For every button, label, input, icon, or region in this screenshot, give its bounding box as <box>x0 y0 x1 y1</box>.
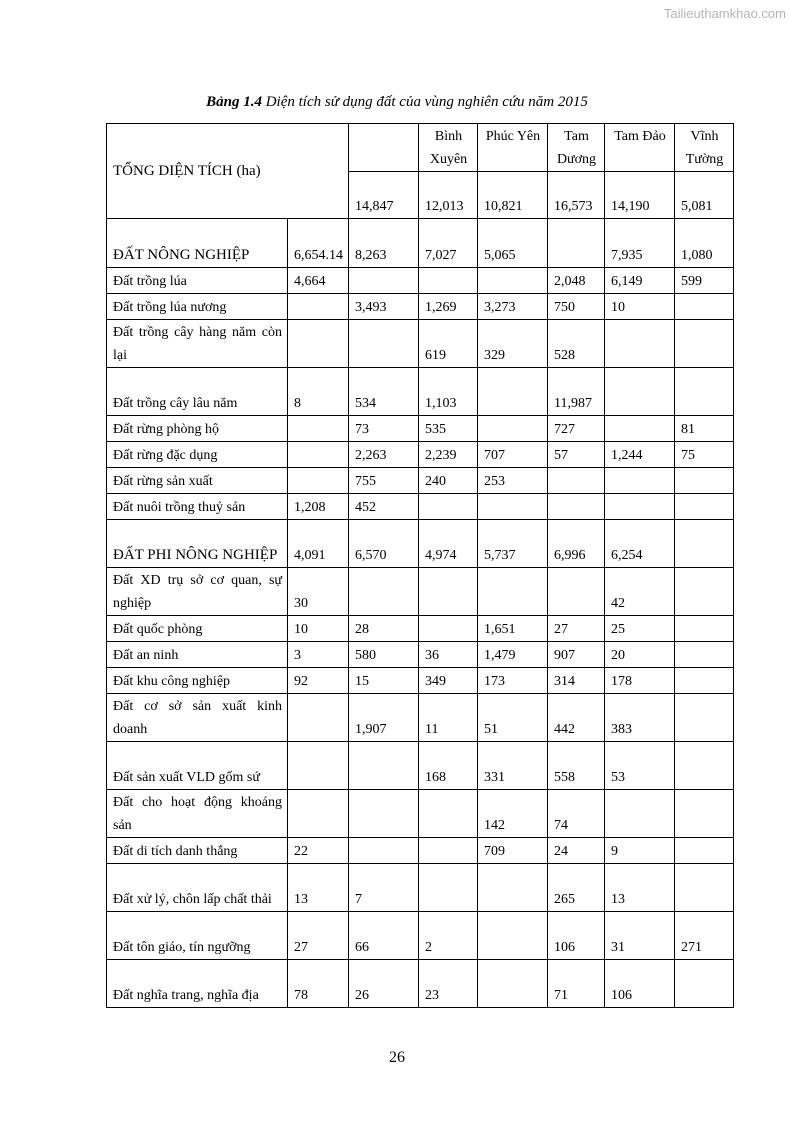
value-cell <box>675 468 734 494</box>
value-cell: 36 <box>419 642 478 668</box>
value-cell: 7 <box>349 864 419 912</box>
table-row <box>107 616 734 642</box>
row-label: Đất an ninh <box>107 642 288 668</box>
table-row <box>107 520 734 568</box>
value-cell: 8,263 <box>349 219 419 268</box>
table-caption <box>0 94 794 111</box>
value-cell: 6,570 <box>349 520 419 568</box>
value-cell <box>419 864 478 912</box>
value-cell: 25 <box>605 616 675 642</box>
value-cell <box>675 864 734 912</box>
table-row <box>107 568 734 616</box>
value-cell: 75 <box>675 442 734 468</box>
value-cell <box>605 494 675 520</box>
value-cell: 106 <box>605 960 675 1008</box>
value-cell <box>675 494 734 520</box>
value-cell <box>419 790 478 838</box>
value-cell <box>478 416 548 442</box>
table-row <box>107 494 734 520</box>
value-cell <box>675 960 734 1008</box>
value-cell <box>478 912 548 960</box>
value-cell: 142 <box>478 790 548 838</box>
table-row <box>107 468 734 494</box>
value-cell: 173 <box>478 668 548 694</box>
value-cell <box>349 320 419 368</box>
value-cell: 2,239 <box>419 442 478 468</box>
value-cell: 78 <box>288 960 349 1008</box>
table-row <box>107 864 734 912</box>
value-cell: 106 <box>548 912 605 960</box>
table-row <box>107 368 734 416</box>
value-cell: 9 <box>605 838 675 864</box>
header-district: Phúc Yên <box>478 124 548 172</box>
value-cell: 15 <box>349 668 419 694</box>
value-cell: 6,149 <box>605 268 675 294</box>
value-cell: 2,048 <box>548 268 605 294</box>
value-cell: 2,263 <box>349 442 419 468</box>
value-cell: 7,027 <box>419 219 478 268</box>
value-cell: 4,974 <box>419 520 478 568</box>
value-cell: 5,737 <box>478 520 548 568</box>
value-cell <box>288 742 349 790</box>
value-cell: 5,065 <box>478 219 548 268</box>
value-cell <box>419 494 478 520</box>
value-cell <box>675 568 734 616</box>
table-row <box>107 742 734 790</box>
row-label: Đất rừng đặc dụng <box>107 442 288 468</box>
table-row <box>107 219 734 268</box>
value-cell <box>478 494 548 520</box>
value-cell: 92 <box>288 668 349 694</box>
row-label: Đất nuôi trồng thuỷ sản <box>107 494 288 520</box>
table-row <box>107 294 734 320</box>
row-label: Đất tôn giáo, tín ngưỡng <box>107 912 288 960</box>
value-cell: 2 <box>419 912 478 960</box>
value-cell <box>675 668 734 694</box>
value-cell: 314 <box>548 668 605 694</box>
table-row <box>107 442 734 468</box>
value-cell: 1,080 <box>675 219 734 268</box>
row-label: ĐẤT PHI NÔNG NGHIỆP <box>107 520 288 568</box>
value-cell: 1,907 <box>349 694 419 742</box>
value-cell: 26 <box>349 960 419 1008</box>
row-label: Đất cơ sở sản xuất kinh doanh <box>107 694 288 742</box>
value-cell: 6,996 <box>548 520 605 568</box>
value-cell <box>675 520 734 568</box>
value-cell: 528 <box>548 320 605 368</box>
value-cell <box>675 790 734 838</box>
value-cell: 8 <box>288 368 349 416</box>
value-cell <box>478 864 548 912</box>
header-district: Vĩnh Tường <box>675 124 734 172</box>
value-cell: 580 <box>349 642 419 668</box>
row-label: Đất di tích danh thắng <box>107 838 288 864</box>
value-cell: 750 <box>548 294 605 320</box>
value-cell: 6,654.14 <box>288 219 349 268</box>
caption-label: Bảng 1.4 <box>206 94 262 110</box>
value-cell: 168 <box>419 742 478 790</box>
value-cell <box>288 694 349 742</box>
value-cell: 57 <box>548 442 605 468</box>
value-cell: 442 <box>548 694 605 742</box>
value-cell: 66 <box>349 912 419 960</box>
value-cell: 755 <box>349 468 419 494</box>
value-cell <box>548 219 605 268</box>
row-label: Đất rừng sản xuất <box>107 468 288 494</box>
value-cell <box>419 268 478 294</box>
value-cell: 619 <box>419 320 478 368</box>
value-cell <box>288 294 349 320</box>
value-cell: 51 <box>478 694 548 742</box>
value-cell: 20 <box>605 642 675 668</box>
value-cell <box>288 416 349 442</box>
value-cell: 178 <box>605 668 675 694</box>
value-cell <box>675 320 734 368</box>
table-row <box>107 668 734 694</box>
row-label: Đất rừng phòng hộ <box>107 416 288 442</box>
value-cell: 1,269 <box>419 294 478 320</box>
value-cell <box>288 468 349 494</box>
value-cell <box>349 838 419 864</box>
value-cell: 1,479 <box>478 642 548 668</box>
value-cell: 240 <box>419 468 478 494</box>
value-cell <box>605 468 675 494</box>
value-cell <box>478 368 548 416</box>
value-cell <box>349 742 419 790</box>
value-cell <box>288 790 349 838</box>
value-cell <box>288 442 349 468</box>
value-cell: 71 <box>548 960 605 1008</box>
value-cell: 27 <box>548 616 605 642</box>
value-cell <box>548 494 605 520</box>
value-cell <box>675 368 734 416</box>
value-cell: 7,935 <box>605 219 675 268</box>
row-label: Đất trồng cây hàng năm còn lại <box>107 320 288 368</box>
value-cell <box>605 368 675 416</box>
header-district: Bình Xuyên <box>419 124 478 172</box>
caption-text: Diện tích sử dụng đất của vùng nghiên cứu năm 2015 <box>261 94 588 110</box>
row-label: Đất khu công nghiệp <box>107 668 288 694</box>
total-cell: 12,013 <box>419 172 478 219</box>
value-cell: 13 <box>605 864 675 912</box>
value-cell: 6,254 <box>605 520 675 568</box>
value-cell: 73 <box>349 416 419 442</box>
value-cell: 13 <box>288 864 349 912</box>
value-cell: 31 <box>605 912 675 960</box>
value-cell <box>419 838 478 864</box>
value-cell: 452 <box>349 494 419 520</box>
header-district: Tam Dương <box>548 124 605 172</box>
value-cell: 1,651 <box>478 616 548 642</box>
value-cell: 27 <box>288 912 349 960</box>
value-cell: 1,244 <box>605 442 675 468</box>
header-title: TỔNG DIỆN TÍCH (ha) <box>107 124 349 219</box>
value-cell <box>675 642 734 668</box>
value-cell: 30 <box>288 568 349 616</box>
value-cell <box>675 616 734 642</box>
row-label: Đất nghĩa trang, nghĩa địa <box>107 960 288 1008</box>
value-cell: 3 <box>288 642 349 668</box>
value-cell <box>605 790 675 838</box>
table-row <box>107 642 734 668</box>
total-cell: 14,190 <box>605 172 675 219</box>
table-row <box>107 416 734 442</box>
value-cell: 349 <box>419 668 478 694</box>
value-cell: 383 <box>605 694 675 742</box>
table-row <box>107 838 734 864</box>
value-cell <box>478 568 548 616</box>
value-cell <box>288 320 349 368</box>
table-row <box>107 320 734 368</box>
total-cell: 5,081 <box>675 172 734 219</box>
value-cell <box>349 568 419 616</box>
value-cell: 10 <box>605 294 675 320</box>
total-cell: 14,847 <box>349 172 419 219</box>
value-cell <box>675 694 734 742</box>
value-cell: 727 <box>548 416 605 442</box>
table-row <box>107 912 734 960</box>
value-cell: 265 <box>548 864 605 912</box>
value-cell: 271 <box>675 912 734 960</box>
page-number: 26 <box>389 1049 405 1066</box>
value-cell <box>419 616 478 642</box>
value-cell: 907 <box>548 642 605 668</box>
value-cell: 53 <box>605 742 675 790</box>
value-cell: 22 <box>288 838 349 864</box>
value-cell: 535 <box>419 416 478 442</box>
value-cell: 1,208 <box>288 494 349 520</box>
row-label: Đất trồng cây lâu năm <box>107 368 288 416</box>
value-cell: 1,103 <box>419 368 478 416</box>
value-cell: 329 <box>478 320 548 368</box>
total-cell: 10,821 <box>478 172 548 219</box>
value-cell: 24 <box>548 838 605 864</box>
value-cell: 253 <box>478 468 548 494</box>
value-cell: 558 <box>548 742 605 790</box>
value-cell <box>349 268 419 294</box>
value-cell: 42 <box>605 568 675 616</box>
value-cell: 534 <box>349 368 419 416</box>
value-cell: 4,664 <box>288 268 349 294</box>
value-cell: 11 <box>419 694 478 742</box>
land-use-table <box>106 123 734 1008</box>
table-row <box>107 960 734 1008</box>
value-cell: 3,273 <box>478 294 548 320</box>
value-cell: 81 <box>675 416 734 442</box>
value-cell: 599 <box>675 268 734 294</box>
row-label: ĐẤT NÔNG NGHIỆP <box>107 219 288 268</box>
row-label: Đất sản xuất VLD gốm sứ <box>107 742 288 790</box>
row-label: Đất quốc phòng <box>107 616 288 642</box>
row-label: Đất trồng lúa nương <box>107 294 288 320</box>
value-cell <box>605 320 675 368</box>
value-cell: 709 <box>478 838 548 864</box>
row-label: Đất xử lý, chôn lấp chất thải <box>107 864 288 912</box>
table-row <box>107 694 734 742</box>
value-cell <box>675 742 734 790</box>
value-cell: 74 <box>548 790 605 838</box>
value-cell: 4,091 <box>288 520 349 568</box>
value-cell: 28 <box>349 616 419 642</box>
value-cell <box>478 960 548 1008</box>
value-cell: 3,493 <box>349 294 419 320</box>
row-label: Đất XD trụ sở cơ quan, sự nghiệp <box>107 568 288 616</box>
table-row <box>107 790 734 838</box>
value-cell <box>548 468 605 494</box>
total-cell: 16,573 <box>548 172 605 219</box>
value-cell: 10 <box>288 616 349 642</box>
row-label: Đất trồng lúa <box>107 268 288 294</box>
value-cell <box>548 568 605 616</box>
table-row <box>107 268 734 294</box>
value-cell <box>605 416 675 442</box>
row-label: Đất cho hoạt động khoáng sản <box>107 790 288 838</box>
value-cell <box>675 294 734 320</box>
value-cell <box>478 268 548 294</box>
value-cell: 331 <box>478 742 548 790</box>
value-cell <box>419 568 478 616</box>
watermark: Tailieuthamkhao.com <box>663 6 786 21</box>
value-cell: 11,987 <box>548 368 605 416</box>
value-cell <box>349 790 419 838</box>
value-cell <box>675 838 734 864</box>
value-cell: 707 <box>478 442 548 468</box>
value-cell: 23 <box>419 960 478 1008</box>
header-district: Tam Đảo <box>605 124 675 172</box>
